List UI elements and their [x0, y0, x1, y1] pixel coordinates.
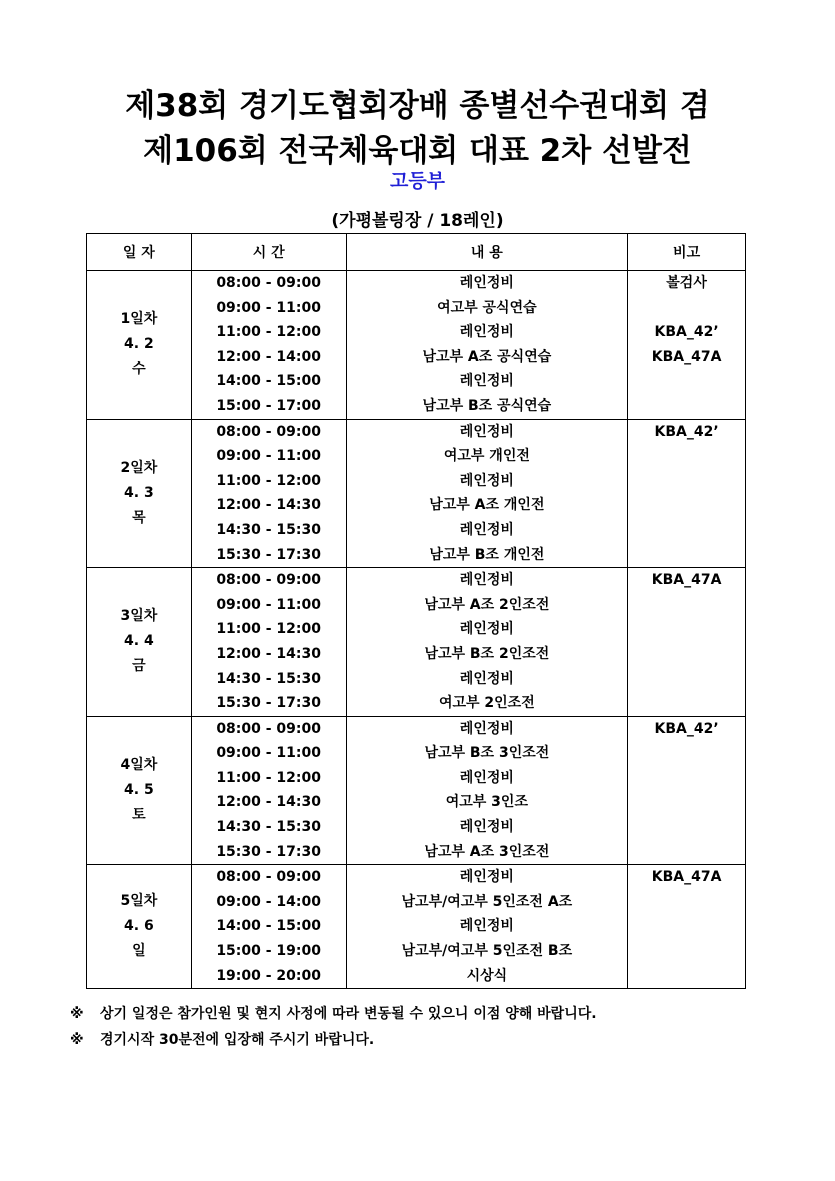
title-line-2: 제106회 전국체육대회 대표 2차 선발전: [143, 133, 692, 169]
cell-content: 레인정비: [346, 469, 628, 494]
cell-content: 시상식: [346, 964, 628, 989]
note-1: [70, 1003, 597, 1023]
schedule-body: [87, 271, 746, 989]
note-mark: ※: [70, 1006, 84, 1022]
table-row: [87, 865, 746, 890]
note-text: 경기시작 30분전에 입장해 주시기 바랍니다.: [100, 1032, 375, 1048]
cell-content: 남고부 A조 공식연습: [346, 345, 628, 370]
day-weekday: 일: [132, 943, 146, 960]
header-date: 일 자: [87, 234, 192, 271]
note-mark: ※: [70, 1032, 84, 1048]
cell-content: 레인정비: [346, 667, 628, 692]
cell-note: KBA_47A: [628, 568, 746, 593]
cell-note: KBA_47A: [628, 865, 746, 890]
cell-content: 남고부/여고부 5인조전 B조: [346, 939, 628, 964]
day-day: 3일차: [120, 608, 158, 625]
cell-note: KBA_42’: [628, 419, 746, 444]
cell-content: 여고부 개인전: [346, 444, 628, 469]
cell-time: 09:00 - 11:00: [191, 296, 346, 321]
title-line-1: 제38회 경기도협회장배 종별선수권대회 겸: [125, 88, 710, 124]
cell-note: [628, 593, 746, 618]
cell-time: 14:30 - 15:30: [191, 667, 346, 692]
day-weekday: 목: [132, 509, 146, 526]
table-header-row: [87, 234, 746, 271]
cell-content: 레인정비: [346, 617, 628, 642]
cell-note: [628, 790, 746, 815]
day-date: 4. 6: [124, 918, 154, 935]
note-text: 상기 일정은 참가인원 및 현지 사정에 따라 변동될 수 있으니 이점 양해 바랍니다.: [100, 1006, 597, 1022]
cell-note: [628, 617, 746, 642]
cell-time: 14:30 - 15:30: [191, 815, 346, 840]
day-day: 1일차: [120, 311, 158, 328]
cell-content: 레인정비: [346, 568, 628, 593]
header-note: 비고: [628, 234, 746, 271]
cell-time: 12:00 - 14:30: [191, 493, 346, 518]
day-cell: [87, 568, 192, 717]
cell-content: 여고부 공식연습: [346, 296, 628, 321]
cell-content: 여고부 2인조전: [346, 691, 628, 716]
day-date: 4. 4: [124, 633, 154, 650]
day-cell: [87, 865, 192, 989]
cell-time: 14:00 - 15:00: [191, 914, 346, 939]
day-weekday: 토: [132, 806, 146, 823]
day-day: 4일차: [120, 756, 158, 773]
cell-time: 15:30 - 17:30: [191, 543, 346, 568]
cell-content: 남고부 A조 2인조전: [346, 593, 628, 618]
cell-note: [628, 394, 746, 419]
cell-content: 남고부 B조 3인조전: [346, 741, 628, 766]
table-row: [87, 419, 746, 444]
cell-content: 레인정비: [346, 914, 628, 939]
day-date: 4. 5: [124, 781, 154, 798]
cell-time: 15:00 - 19:00: [191, 939, 346, 964]
cell-content: 레인정비: [346, 419, 628, 444]
day-weekday: 금: [132, 658, 146, 675]
cell-note: [628, 939, 746, 964]
day-cell: [87, 419, 192, 568]
cell-time: 09:00 - 14:00: [191, 890, 346, 915]
cell-note: [628, 469, 746, 494]
cell-content: 남고부 B조 개인전: [346, 543, 628, 568]
cell-note: [628, 890, 746, 915]
division-label: 고등부: [389, 170, 446, 192]
day-day: 2일차: [120, 459, 158, 476]
day-day: 5일차: [120, 893, 158, 910]
cell-time: 11:00 - 12:00: [191, 766, 346, 791]
cell-time: 08:00 - 09:00: [191, 419, 346, 444]
cell-note: [628, 840, 746, 865]
cell-note: [628, 914, 746, 939]
cell-time: 08:00 - 09:00: [191, 271, 346, 296]
venue-label: (가평볼링장 / 18레인): [331, 211, 504, 231]
cell-note: [628, 296, 746, 321]
cell-content: 레인정비: [346, 815, 628, 840]
cell-content: 여고부 3인조: [346, 790, 628, 815]
cell-content: 남고부/여고부 5인조전 A조: [346, 890, 628, 915]
schedule-table: [86, 233, 746, 989]
cell-note: [628, 369, 746, 394]
cell-note: [628, 493, 746, 518]
cell-time: 11:00 - 12:00: [191, 617, 346, 642]
day-date: 4. 3: [124, 484, 154, 501]
cell-note: [628, 444, 746, 469]
cell-time: 11:00 - 12:00: [191, 469, 346, 494]
cell-note: [628, 642, 746, 667]
cell-time: 08:00 - 09:00: [191, 716, 346, 741]
cell-time: 15:00 - 17:00: [191, 394, 346, 419]
cell-time: 09:00 - 11:00: [191, 741, 346, 766]
cell-content: 레인정비: [346, 369, 628, 394]
cell-note: [628, 518, 746, 543]
table-row: [87, 568, 746, 593]
cell-content: 레인정비: [346, 865, 628, 890]
cell-content: 레인정비: [346, 716, 628, 741]
cell-content: 레인정비: [346, 271, 628, 296]
cell-time: 08:00 - 09:00: [191, 865, 346, 890]
cell-content: 남고부 A조 3인조전: [346, 840, 628, 865]
cell-time: 09:00 - 11:00: [191, 444, 346, 469]
note-2: [70, 1029, 374, 1049]
cell-time: 12:00 - 14:30: [191, 790, 346, 815]
cell-note: [628, 667, 746, 692]
cell-time: 08:00 - 09:00: [191, 568, 346, 593]
cell-note: [628, 964, 746, 989]
cell-content: 남고부 A조 개인전: [346, 493, 628, 518]
cell-content: 남고부 B조 공식연습: [346, 394, 628, 419]
header-content: 내 용: [346, 234, 628, 271]
cell-time: 12:00 - 14:30: [191, 642, 346, 667]
cell-time: 15:30 - 17:30: [191, 691, 346, 716]
header-time: 시 간: [191, 234, 346, 271]
cell-note: 볼검사: [628, 271, 746, 296]
cell-time: 12:00 - 14:00: [191, 345, 346, 370]
cell-time: 14:00 - 15:00: [191, 369, 346, 394]
cell-note: KBA_47A: [628, 345, 746, 370]
cell-time: 09:00 - 11:00: [191, 593, 346, 618]
cell-note: [628, 691, 746, 716]
cell-time: 19:00 - 20:00: [191, 964, 346, 989]
cell-note: [628, 766, 746, 791]
day-weekday: 수: [132, 361, 146, 378]
cell-time: 11:00 - 12:00: [191, 320, 346, 345]
cell-note: [628, 741, 746, 766]
cell-content: 남고부 B조 2인조전: [346, 642, 628, 667]
cell-note: [628, 815, 746, 840]
table-row: [87, 271, 746, 296]
day-cell: [87, 716, 192, 865]
cell-note: KBA_42’: [628, 320, 746, 345]
cell-content: 레인정비: [346, 518, 628, 543]
table-row: [87, 716, 746, 741]
cell-content: 레인정비: [346, 320, 628, 345]
cell-time: 14:30 - 15:30: [191, 518, 346, 543]
cell-note: [628, 543, 746, 568]
cell-content: 레인정비: [346, 766, 628, 791]
day-cell: [87, 271, 192, 420]
cell-time: 15:30 - 17:30: [191, 840, 346, 865]
day-date: 4. 2: [124, 336, 154, 353]
cell-note: KBA_42’: [628, 716, 746, 741]
